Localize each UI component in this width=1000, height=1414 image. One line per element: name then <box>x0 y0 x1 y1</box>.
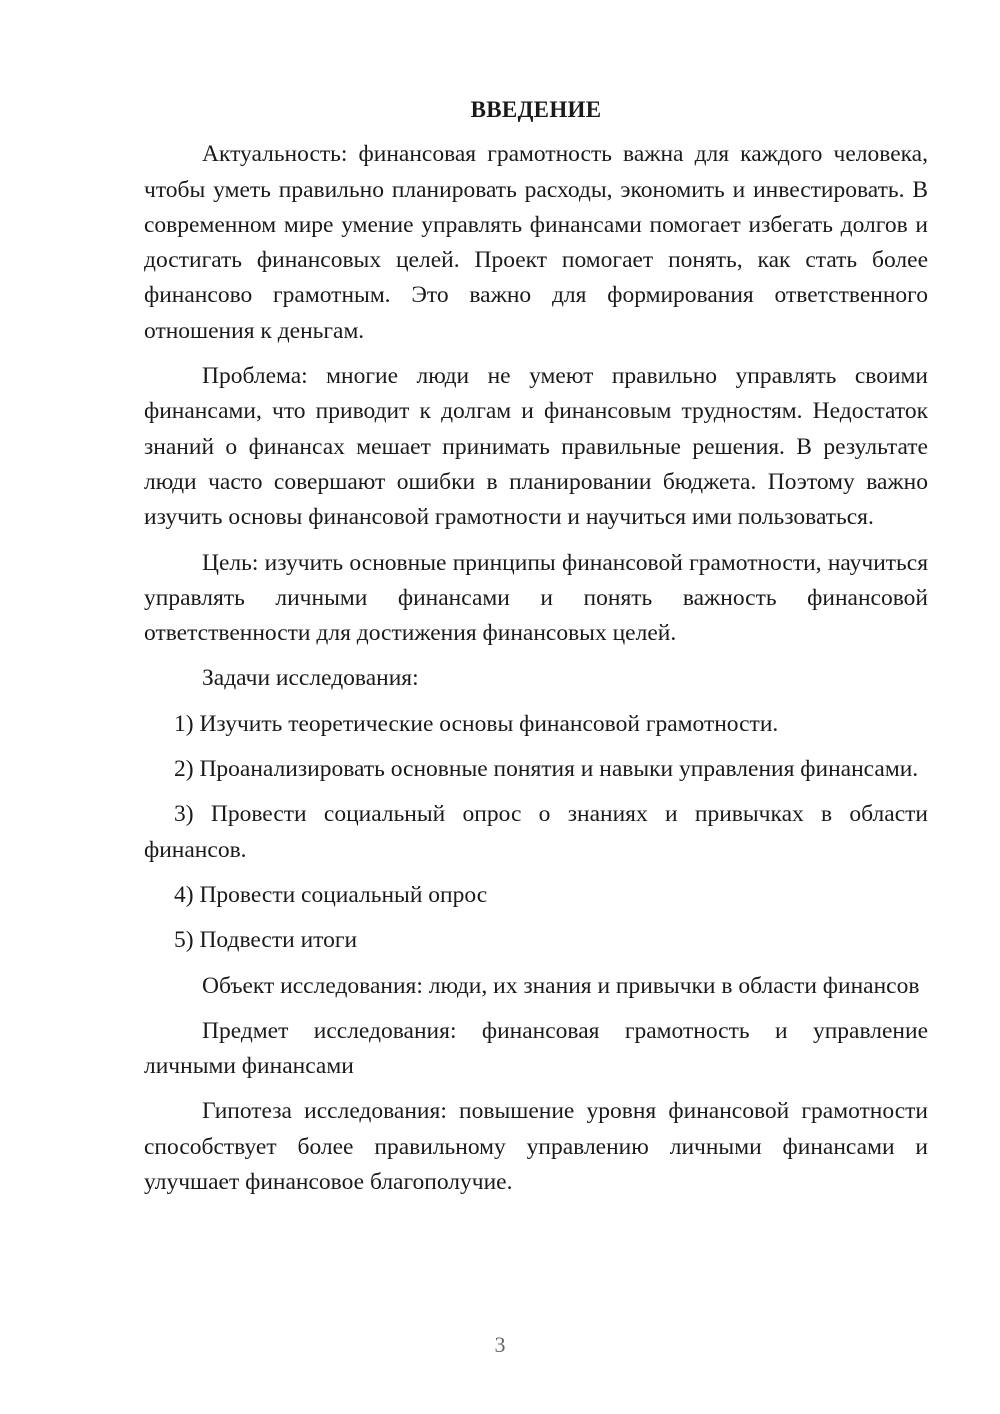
page-number: 3 <box>494 1332 506 1357</box>
task-item-4: 4) Провести социальный опрос <box>174 881 488 908</box>
task-item-2: 2) Проанализировать основные понятия и навыки управления финансами. <box>174 756 919 783</box>
paragraph-object: Объект исследования: люди, их знания и привычки в области финансов <box>202 972 920 999</box>
paragraph-subject: Предмет исследования: финансовая грамотность и управление личными финансами <box>144 1017 928 1080</box>
paragraph-tasks-heading: Задачи исследования: <box>202 665 419 692</box>
paragraph-goal: Цель: изучить основные принципы финансовой грамотности, научиться управлять личными финансами и понять важность финансовой ответственности для достижения финансовых целей. <box>144 549 928 647</box>
page-title: ВВЕДЕНИЕ <box>470 97 602 122</box>
task-item-3: 3) Провести социальный опрос о знаниях и привычках в области финансов. <box>144 801 928 863</box>
task-item-5: 5) Подвести итоги <box>174 927 358 954</box>
paragraph-relevance: Актуальность: финансовая грамотность важна для каждого человека, чтобы уметь правильно планировать расходы, экономить и инвестировать. В современном мире умение управлять финансами помогает избегать долгов и достигать финансовых целей. Проект помогает понять, как стать более финансово грамотным. Это важно для формирования ответственного отношения к деньгам. <box>144 141 928 344</box>
task-item-1: 1) Изучить теоретические основы финансовой грамотности. <box>174 710 779 737</box>
paragraph-hypothesis: Гипотеза исследования: повышение уровня финансовой грамотности способствует более правильному управлению личными финансами и улучшает финансовое благополучие. <box>144 1098 928 1196</box>
document-page <box>144 92 928 1210</box>
paragraph-problem: Проблема: многие люди не умеют правильно управлять своими финансами, что приводит к долгам и финансовым трудностям. Недостаток знаний о финансах мешает принимать правильные решения. В результате люди часто совершают ошибки в планировании бюджета. Поэтому важно изучить основы финансовой грамотности и научиться ими пользоваться. <box>144 363 928 531</box>
